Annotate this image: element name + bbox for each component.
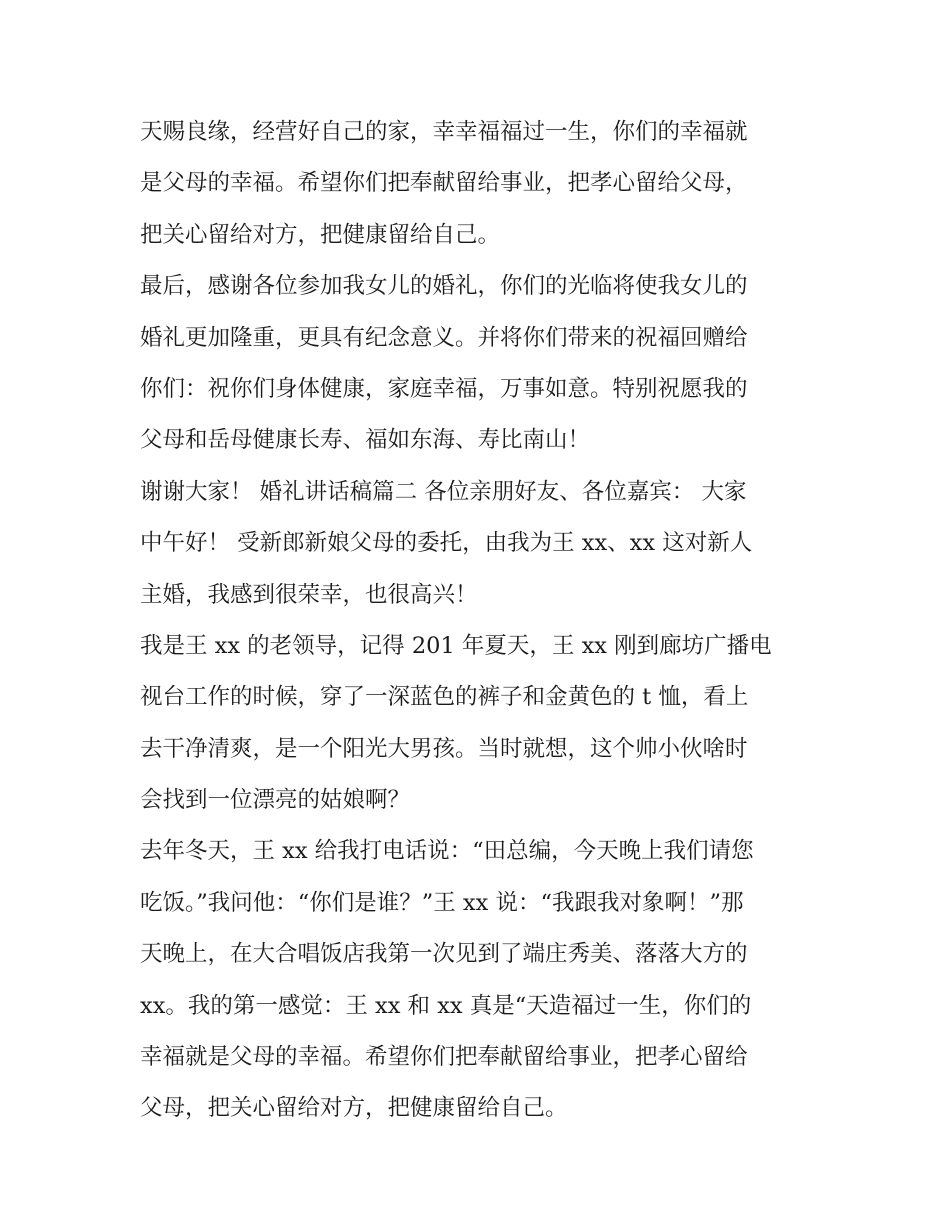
text-line: 谢谢大家！ 婚礼讲话稿篇二 各位亲朋好友、各位嘉宾： 大家 [140,478,747,505]
text-line: 你们：祝你们身体健康，家庭幸福，万事如意。特别祝愿我的 [140,375,748,402]
text-line: xx。我的第一感觉：王 xx 和 xx 真是“天造福过一生，你们的 [140,992,752,1019]
text-line: 是父母的幸福。希望你们把奉献留给事业，把孝心留给父母， [140,170,748,197]
text-line: 幸福就是父母的幸福。希望你们把奉献留给事业，把孝心留给 [140,1044,748,1071]
text-line: 父母，把关心留给对方，把健康留给自己。 [140,1095,568,1122]
text-line: 视台工作的时候，穿了一深蓝色的裤子和金黄色的 t 恤，看上 [140,684,749,711]
text-line: 吃饭。”我问他：“你们是谁？”王 xx 说：“我跟我对象啊！”那 [140,889,744,916]
text-line: 天晚上，在大合唱饭店我第一次见到了端庄秀美、落落大方的 [140,941,748,968]
text-line: 父母和岳母健康长寿、福如东海、寿比南山！ [140,427,591,454]
text-line: 去年冬天，王 xx 给我打电话说：“田总编，今天晚上我们请您 [140,838,754,865]
text-line: 最后，感谢各位参加我女儿的婚礼，你们的光临将使我女儿的 [140,273,748,300]
body-text [140,107,820,1135]
text-line: 会找到一位漂亮的姑娘啊？ [140,787,411,814]
text-line: 中午好！ 受新郎新娘父母的委托，由我为王 xx、xx 这对新人 [140,530,753,557]
text-line: 去干净清爽，是一个阳光大男孩。当时就想，这个帅小伙啥时 [140,735,748,762]
text-line: 天赐良缘，经营好自己的家，幸幸福福过一生，你们的幸福就 [140,119,748,145]
text-line: 我是王 xx 的老领导，记得 201 年夏天，王 xx 刚到廊坊广播电 [140,632,772,659]
text-line: 主婚，我感到很荣幸，也很高兴！ [140,581,478,608]
text-line: 婚礼更加隆重，更具有纪念意义。并将你们带来的祝福回赠给 [140,324,748,351]
text-line: 把关心留给对方，把健康留给自己。 [140,221,501,248]
